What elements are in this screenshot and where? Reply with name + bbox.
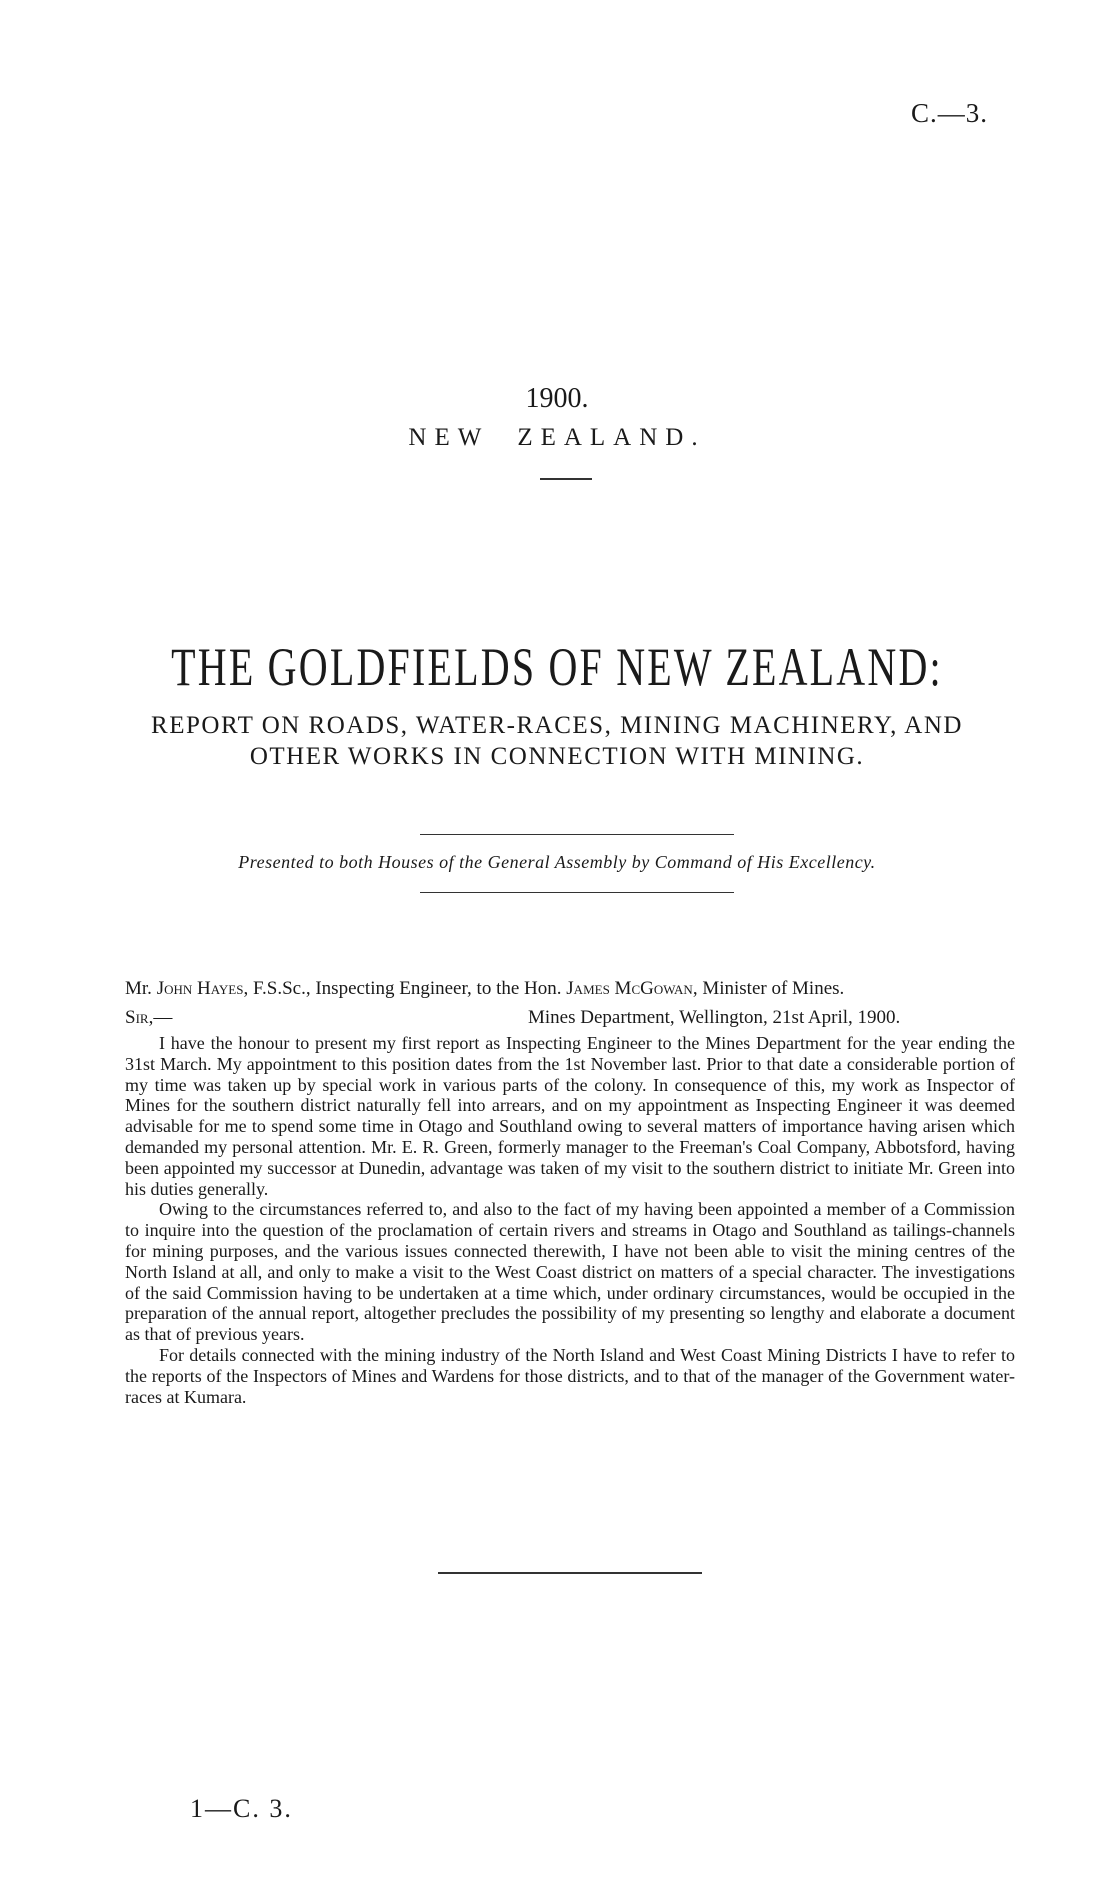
masthead-divider xyxy=(540,478,592,480)
main-title: THE GOLDFIELDS OF NEW ZEALAND: xyxy=(171,637,943,697)
presentation-top-rule xyxy=(420,834,734,835)
sender-role: , F.S.Sc., Inspecting Engineer, to the Hon. xyxy=(243,978,562,999)
subtitle-line-2: OTHER WORKS IN CONNECTION WITH MINING. xyxy=(249,743,865,770)
country-word-zealand: ZEALAND. xyxy=(517,424,706,451)
sender-name: John Hayes xyxy=(156,978,244,999)
address-prefix: Mr. xyxy=(125,978,152,999)
salutation: Sir,— xyxy=(125,1007,173,1028)
page-reference: C.—3. xyxy=(910,98,988,128)
paragraph: I have the honour to present my first report as Inspecting Engineer to the Mines Department for the year ending the 31st March. My appointment to this position dates from the 1st November last. Prior to that date a considerable portion of my time was taken up by special work in various parts of the colony. In consequence of this, my work as Inspector of Mines for the southern district naturally fell into arrears, and on my appointment as Inspecting Engineer it was deemed advisable for me to spend some time in Otago and Southland owing to several matters of importance having arisen which demanded my personal attention. Mr. E. R. Green, formerly manager to the Freeman's Coal Company, Abbotsford, having been appointed my successor at Dunedin, advantage was taken of my visit to the southern district to initiate Mr. Green into his duties generally. xyxy=(125,1033,1015,1199)
presentation-note: Presented to both Houses of the General Assembly by Command of His Excellency. xyxy=(238,852,876,872)
closing-divider xyxy=(438,1572,702,1574)
paragraph: Owing to the circumstances referred to, and also to the fact of my having been appointed a member of a Commission to inquire into the question of the proclamation of certain rivers and streams in Otago and Southland as tailings-channels for mining purposes, and the various issues connected therewith, I have not been able to visit the mining centres of the North Island at all, and only to make a visit to the West Coast district on matters of a special character. The investigations of the said Commission having to be undertaken at a time which, under ordinary circumstances, would be occupied in the preparation of the annual report, altogether precludes the possibility of my presenting so lengthy and elaborate a document as that of previous years. xyxy=(125,1199,1015,1345)
recipient-name: James McGowan xyxy=(566,978,693,999)
subtitle-line-1: REPORT ON ROADS, WATER-RACES, MINING MACHINERY, AND xyxy=(151,712,963,739)
letter-address xyxy=(125,978,1015,1000)
sheet-reference: 1—C. 3. xyxy=(190,1794,293,1823)
document-year: 1900. xyxy=(525,383,589,414)
recipient-role: , Minister of Mines. xyxy=(692,978,845,999)
country-word-new: NEW xyxy=(408,424,490,451)
presentation-bottom-rule xyxy=(420,892,734,893)
letter-body xyxy=(125,1033,1015,1407)
country-heading xyxy=(0,424,1114,452)
dateline: Mines Department, Wellington, 21st April, 1900. xyxy=(528,1007,901,1028)
paragraph: For details connected with the mining industry of the North Island and West Coast Mining Districts I have to refer to the reports of the Inspectors of Mines and Wardens for those districts, and to that of the manager of the Government water-races at Kumara. xyxy=(125,1344,1015,1407)
